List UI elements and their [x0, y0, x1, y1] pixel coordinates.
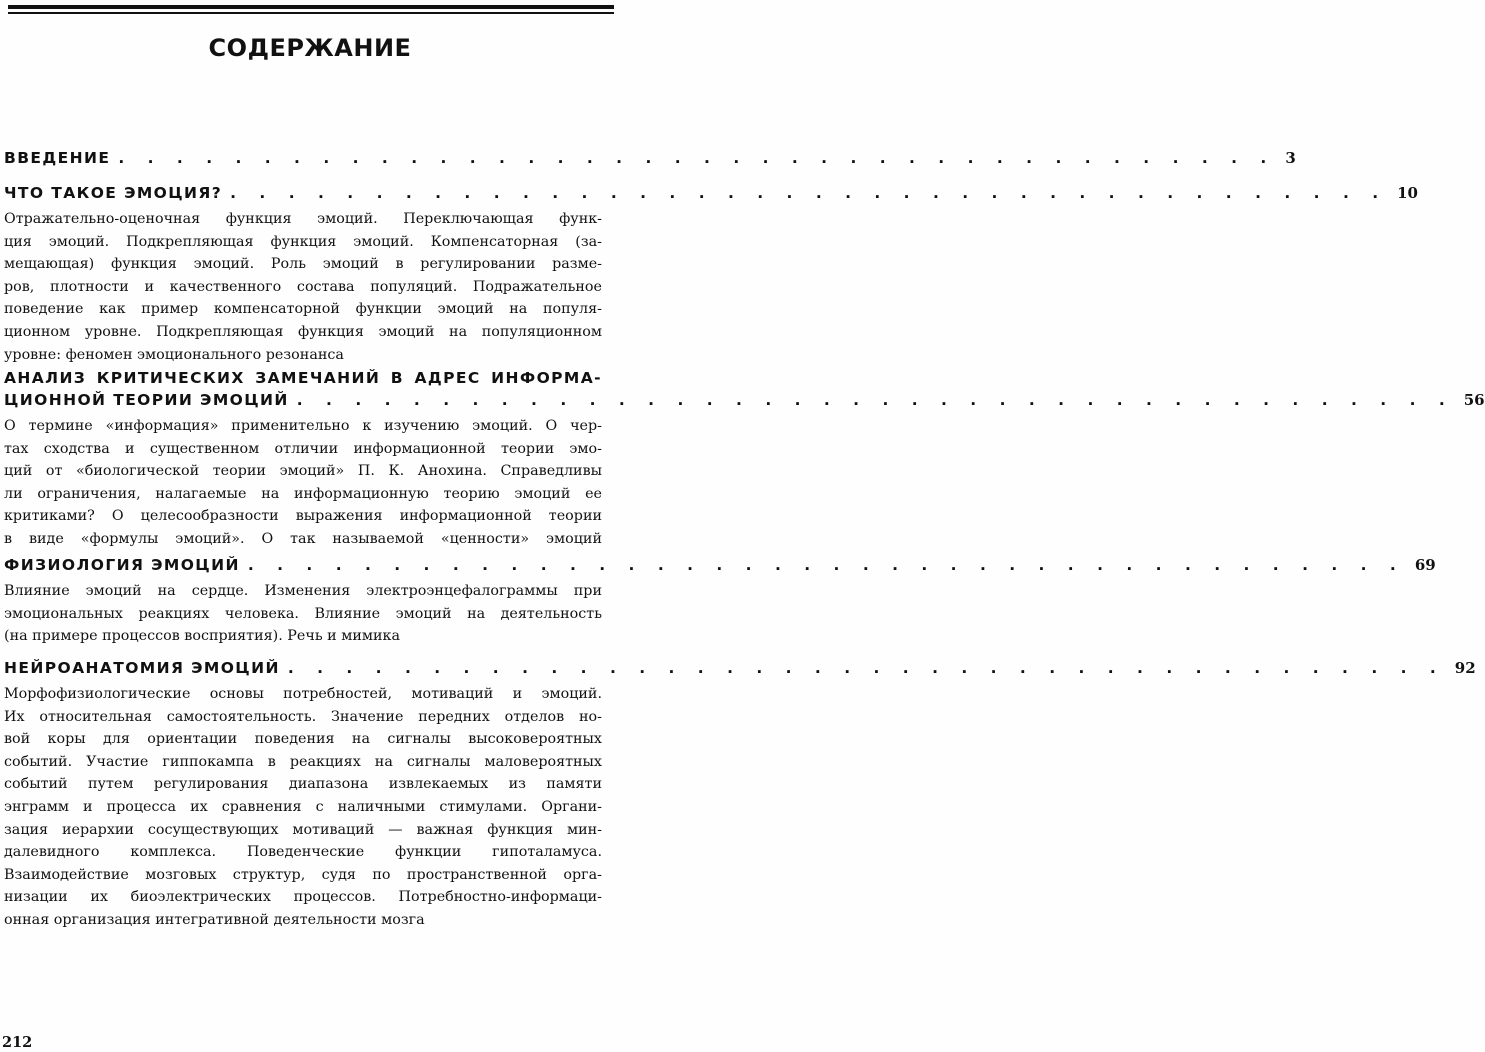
leader-dots: . . . . . . . . . . . . . . . . . . . . . . . . . . . . . . . . . . . . . . . .	[287, 659, 1445, 677]
leader-dots: . . . . . . . . . . . . . . . . . . . . . . . . . . . . . . . . . . . . . . . .	[118, 149, 1276, 167]
desc-line: в виде «формулы эмоций». О так называемой «ценности» эмоций	[4, 530, 602, 547]
toc-entry-title: ЧТО ТАКОЕ ЭМОЦИЯ?	[4, 184, 223, 202]
leader-dots: . . . . . . . . . . . . . . . . . . . . . . . . . . . . . . . . . . . . . . . .	[296, 391, 1454, 409]
page-number: 212	[2, 1034, 33, 1051]
desc-line: (на примере процессов восприятия). Речь и мимика	[4, 628, 400, 645]
toc-entry-critique-analysis[interactable]	[4, 367, 1485, 551]
toc-entry-title-line1: АНАЛИЗ КРИТИЧЕСКИХ ЗАМЕЧАНИЙ В АДРЕС ИНФОРМА-	[4, 369, 602, 387]
leader-dots: . . . . . . . . . . . . . . . . . . . . . . . . . . . . . . . . . . . . . . . .	[230, 184, 1388, 202]
leader-dots: . . . . . . . . . . . . . . . . . . . . . . . . . . . . . . . . . . . . . . . .	[247, 556, 1405, 574]
toc-entry-title: НЕЙРОАНАТОМИЯ ЭМОЦИЙ	[4, 659, 280, 677]
toc-entry-introduction[interactable]	[4, 147, 1296, 169]
desc-line: ций от «биологической теории эмоций» П. К. Анохина. Справедливы	[4, 463, 602, 480]
toc-entry-title: ЦИОННОЙ ТЕОРИИ ЭМОЦИЙ	[4, 391, 289, 409]
desc-line: событий путем регулирования диапазона извлекаемых из памяти	[4, 776, 602, 793]
desc-line: Отражательно-оценочная функция эмоций. Переключающая функ-	[4, 211, 602, 227]
toc-entry-neuroanatomy[interactable]	[4, 657, 1476, 932]
top-rule-thick	[8, 5, 614, 9]
desc-line: эмоциональных реакциях человека. Влияние эмоций на деятельность	[4, 605, 602, 622]
desc-line: ров, плотности и качественного состава популяций. Подражательное	[4, 278, 602, 295]
toc-entry-page: 56	[1463, 391, 1485, 409]
desc-line: Морфофизиологические основы потребностей, мотиваций и эмоций.	[4, 686, 602, 702]
desc-line: вой коры для ориентации поведения на сигналы высоковероятных	[4, 731, 602, 748]
desc-line: Влияние эмоций на сердце. Изменения электроэнцефалограммы при	[4, 583, 602, 599]
desc-line: Их относительная самостоятельность. Значение передних отделов но-	[4, 708, 602, 725]
toc-entry-description	[4, 415, 602, 551]
desc-line: далевидного комплекса. Поведенческие функции гипоталамуса.	[4, 844, 602, 861]
desc-line: тах сходства и существенном отличии информационной теории эмо-	[4, 440, 602, 457]
desc-line: событий. Участие гиппокампа в реакциях на сигналы маловероятных	[4, 753, 602, 770]
desc-line: О термине «информация» применительно к изучению эмоций. О чер-	[4, 418, 602, 434]
toc-entry-description	[4, 683, 602, 932]
toc-entry-title: ВВЕДЕНИЕ	[4, 149, 111, 167]
toc-entry-description	[4, 580, 602, 648]
toc-entry-page: 69	[1414, 556, 1436, 574]
desc-line: мещающая) функция эмоций. Роль эмоций в регулировании разме-	[4, 256, 602, 273]
desc-line: поведение как пример компенсаторной функции эмоций на популя-	[4, 301, 602, 318]
desc-line: Взаимодействие мозговых структур, судя по пространственной орга-	[4, 866, 602, 883]
toc-entry-page: 3	[1285, 149, 1296, 167]
desc-line: зация иерархии сосуществующих мотиваций — важная функция мин-	[4, 821, 602, 838]
desc-line: критиками? О целесообразности выражения информационной теории	[4, 508, 602, 525]
desc-line: уровне: феномен эмоционального резонанса	[4, 346, 344, 363]
toc-entry-page: 10	[1397, 184, 1418, 202]
top-rule-thin	[8, 12, 614, 14]
toc-entry-title: ФИЗИОЛОГИЯ ЭМОЦИЙ	[4, 556, 240, 574]
desc-line: ционном уровне. Подкрепляющая функция эмоций на популяционном	[4, 323, 602, 340]
page-title: СОДЕРЖАНИЕ	[208, 34, 412, 62]
desc-line: энграмм и процесса их сравнения с наличными стимулами. Органи-	[4, 798, 602, 815]
desc-line: низации их биоэлектрических процессов. Потребностно-информаци-	[4, 889, 602, 906]
toc-entry-what-is-emotion[interactable]	[4, 182, 1418, 366]
desc-line: онная организация интегративной деятельности мозга	[4, 911, 425, 928]
toc-entry-description	[4, 208, 602, 366]
desc-line: ция эмоций. Подкрепляющая функция эмоций. Компенсаторная (за-	[4, 233, 602, 250]
toc-entry-page: 92	[1454, 659, 1476, 677]
toc-entry-physiology[interactable]	[4, 554, 1436, 648]
desc-line: ли ограничения, налагаемые на информационную теорию эмоций ее	[4, 485, 602, 502]
